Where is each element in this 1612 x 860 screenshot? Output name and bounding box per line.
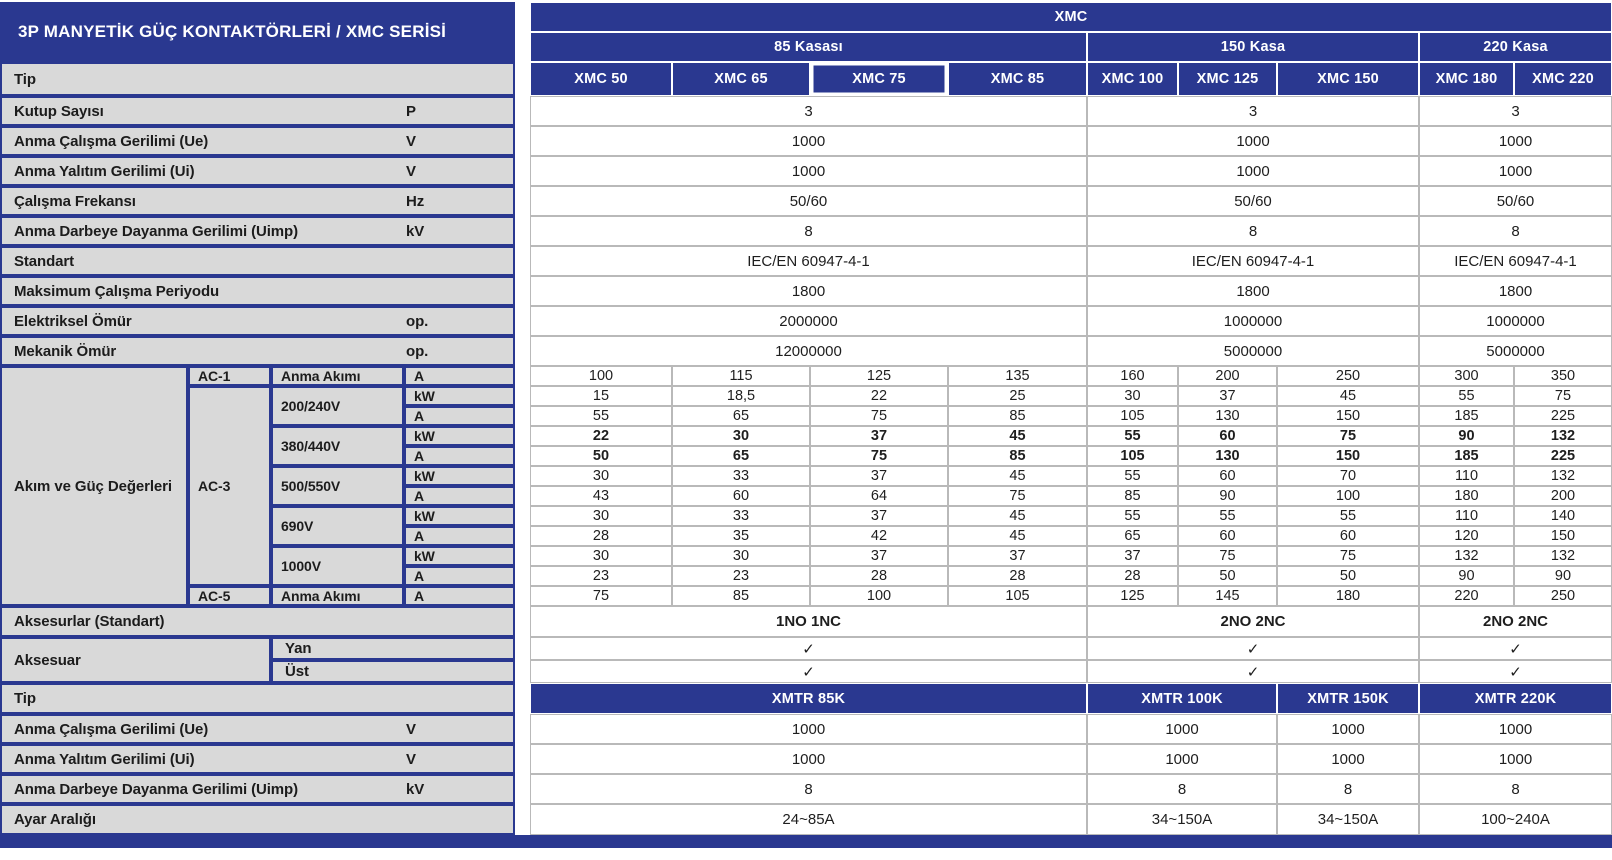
spec-value-cell[interactable]: 1000 <box>1087 126 1419 156</box>
case-group-header-85[interactable]: 85 Kasası <box>530 32 1087 62</box>
power-value-cell[interactable]: 55 <box>1277 506 1419 526</box>
row-label: Standart <box>14 252 75 270</box>
spec-row-label[interactable] <box>0 186 515 216</box>
power-value-cell[interactable]: 75 <box>1277 426 1419 446</box>
power-value-cell[interactable]: 100 <box>1277 486 1419 506</box>
power-value-cell[interactable]: 350 <box>1514 366 1612 386</box>
spec-value-cell[interactable]: 12000000 <box>530 336 1087 366</box>
unit-cell[interactable]: A <box>404 526 515 546</box>
power-value-cell[interactable]: 185 <box>1419 446 1514 466</box>
power-value-cell[interactable]: 75 <box>1277 546 1419 566</box>
power-value-cell[interactable]: 45 <box>948 506 1087 526</box>
row-label: Ayar Aralığı <box>14 811 96 828</box>
power-value-cell[interactable]: 37 <box>810 466 948 486</box>
unit-cell[interactable]: A <box>404 406 515 426</box>
power-value-cell[interactable]: 300 <box>1419 366 1514 386</box>
xmtr-row-label[interactable] <box>0 714 515 744</box>
power-value-cell[interactable]: 130 <box>1178 446 1277 466</box>
power-value-cell[interactable]: 135 <box>948 366 1087 386</box>
spec-value-cell[interactable]: 50/60 <box>1419 186 1612 216</box>
xmtr-row-label[interactable] <box>0 774 515 804</box>
accessory-check-cell[interactable]: ✓ <box>530 660 1087 683</box>
xmtr-value-cell[interactable]: 1000 <box>530 714 1087 744</box>
xmtr-header[interactable]: XMTR 85K <box>530 683 1087 714</box>
power-value-cell[interactable]: 85 <box>948 446 1087 466</box>
power-value-cell[interactable]: 22 <box>530 426 672 446</box>
xmtr-value-cell[interactable]: 1000 <box>530 744 1087 774</box>
row-label: Anma Yalıtım Gerilimi (Ui) <box>14 750 195 768</box>
power-value-cell[interactable]: 110 <box>1419 466 1514 486</box>
row-label: Anma Darbeye Dayanma Gerilimi (Uimp) <box>14 780 298 798</box>
accessories-standard-cell[interactable]: 2NO 2NC <box>1419 606 1612 637</box>
power-value-cell[interactable]: 45 <box>948 466 1087 486</box>
spec-row-label[interactable] <box>0 126 515 156</box>
spec-value-cell[interactable]: 3 <box>1419 96 1612 126</box>
power-value-cell[interactable]: 85 <box>672 586 810 606</box>
case-group-header-220[interactable]: 220 Kasa <box>1419 32 1612 62</box>
power-value-cell[interactable]: 55 <box>1087 466 1178 486</box>
row-label: Elektriksel Ömür <box>14 312 132 330</box>
spec-value-cell[interactable]: IEC/EN 60947-4-1 <box>530 246 1087 276</box>
case-group-header-150[interactable]: 150 Kasa <box>1087 32 1419 62</box>
unit-cell[interactable]: kW <box>404 386 515 406</box>
power-value-cell[interactable]: 65 <box>672 446 810 466</box>
voltage-label[interactable]: 1000V <box>271 546 404 586</box>
power-value-cell[interactable]: 30 <box>530 506 672 526</box>
power-value-cell[interactable]: 125 <box>810 366 948 386</box>
power-value-cell[interactable]: 64 <box>810 486 948 506</box>
power-value-cell[interactable]: 75 <box>1178 546 1277 566</box>
xmtr-value-cell[interactable]: 1000 <box>1277 744 1419 774</box>
power-value-cell[interactable]: 60 <box>1178 466 1277 486</box>
spec-row-label[interactable] <box>0 156 515 186</box>
power-value-cell[interactable]: 60 <box>1178 526 1277 546</box>
power-value-cell[interactable]: 28 <box>948 566 1087 586</box>
power-value-cell[interactable]: 160 <box>1087 366 1178 386</box>
power-value-cell[interactable]: 50 <box>1178 566 1277 586</box>
xmtr-value-cell[interactable]: 34~150A <box>1087 804 1277 835</box>
power-value-cell[interactable]: 90 <box>1419 566 1514 586</box>
spec-value-cell[interactable]: 1000 <box>1419 126 1612 156</box>
unit-cell[interactable]: kW <box>404 546 515 566</box>
power-value-cell[interactable]: 105 <box>948 586 1087 606</box>
power-value-cell[interactable]: 225 <box>1514 406 1612 426</box>
xmtr-value-cell[interactable]: 8 <box>1087 774 1277 804</box>
unit-label: kV <box>406 222 425 240</box>
spec-value-cell[interactable]: 1800 <box>1087 276 1419 306</box>
spec-value-cell[interactable]: 8 <box>1419 216 1612 246</box>
spec-value-cell[interactable]: 8 <box>530 216 1087 246</box>
ac-class-label-ac1[interactable]: AC-1 <box>188 366 271 386</box>
voltage-label[interactable]: 200/240V <box>271 386 404 426</box>
power-value-cell[interactable]: 55 <box>1178 506 1277 526</box>
power-value-cell[interactable]: 225 <box>1514 446 1612 466</box>
row-label: Anma Çalışma Gerilimi (Ue) <box>14 132 209 150</box>
row-label: Mekanik Ömür <box>14 342 117 360</box>
power-value-cell[interactable]: 75 <box>948 486 1087 506</box>
unit-label: P <box>406 102 416 120</box>
power-value-cell[interactable]: 37 <box>1178 386 1277 406</box>
spec-value-cell[interactable]: 1000 <box>1087 156 1419 186</box>
power-value-cell[interactable]: 185 <box>1419 406 1514 426</box>
accessory-check-cell[interactable]: ✓ <box>1087 660 1419 683</box>
xmtr-value-cell[interactable]: 1000 <box>1277 714 1419 744</box>
xmtr-value-cell[interactable]: 1000 <box>1087 714 1277 744</box>
spec-value-cell[interactable]: 50/60 <box>530 186 1087 216</box>
power-value-cell[interactable]: 115 <box>672 366 810 386</box>
spec-value-cell[interactable]: IEC/EN 60947-4-1 <box>1087 246 1419 276</box>
spec-value-cell[interactable]: 1800 <box>1419 276 1612 306</box>
xmtr-header[interactable]: XMTR 100K <box>1087 683 1277 714</box>
accessories-standard-cell[interactable]: 2NO 2NC <box>1087 606 1419 637</box>
power-value-cell[interactable]: 30 <box>672 546 810 566</box>
power-value-cell[interactable]: 75 <box>1514 386 1612 406</box>
power-value-cell[interactable]: 55 <box>1087 426 1178 446</box>
power-value-cell[interactable]: 28 <box>1087 566 1178 586</box>
power-value-cell[interactable]: 150 <box>1277 446 1419 466</box>
column-header-xmc-75[interactable]: XMC 75 <box>810 62 948 96</box>
row-label: Anma Darbeye Dayanma Gerilimi (Uimp) <box>14 222 298 240</box>
power-value-cell[interactable]: 45 <box>948 526 1087 546</box>
spec-value-cell[interactable]: 5000000 <box>1419 336 1612 366</box>
xmtr-value-cell[interactable]: 8 <box>530 774 1087 804</box>
row-label: Anma Yalıtım Gerilimi (Ui) <box>14 162 195 180</box>
ac-class-label-ac5[interactable]: AC-5 <box>188 586 271 606</box>
power-value-cell[interactable]: 200 <box>1178 366 1277 386</box>
accessory-sub-label[interactable]: Üst <box>271 660 515 683</box>
power-value-cell[interactable]: 28 <box>530 526 672 546</box>
table-title: 3P MANYETİK GÜÇ KONTAKTÖRLERİ / XMC SERİSİ <box>0 2 515 62</box>
row-label: Çalışma Frekansı <box>14 192 136 210</box>
power-value-cell[interactable]: 140 <box>1514 506 1612 526</box>
accessory-check-cell[interactable]: ✓ <box>1419 637 1612 660</box>
ac-class-label-ac3[interactable]: AC-3 <box>188 386 271 586</box>
spec-value-cell[interactable]: 1800 <box>530 276 1087 306</box>
row-label-xmtr-tip[interactable]: Tip <box>0 683 515 714</box>
power-value-cell[interactable]: 42 <box>810 526 948 546</box>
unit-label: V <box>406 162 416 180</box>
row-label-tip[interactable]: Tip <box>0 62 515 96</box>
power-value-cell[interactable]: 55 <box>1419 386 1514 406</box>
unit-cell[interactable]: kW <box>404 426 515 446</box>
power-value-cell[interactable]: 60 <box>672 486 810 506</box>
power-value-cell[interactable]: 33 <box>672 466 810 486</box>
power-value-cell[interactable]: 30 <box>1087 386 1178 406</box>
power-value-cell[interactable]: 132 <box>1514 466 1612 486</box>
power-value-cell[interactable]: 100 <box>810 586 948 606</box>
power-value-cell[interactable]: 85 <box>1087 486 1178 506</box>
power-value-cell[interactable]: 65 <box>672 406 810 426</box>
spec-value-cell[interactable]: IEC/EN 60947-4-1 <box>1419 246 1612 276</box>
xmtr-row-label[interactable] <box>0 804 515 835</box>
row-label: Maksimum Çalışma Periyodu <box>14 282 220 300</box>
power-value-cell[interactable]: 75 <box>810 446 948 466</box>
xmtr-value-cell[interactable]: 1000 <box>1087 744 1277 774</box>
unit-cell[interactable]: A <box>404 446 515 466</box>
voltage-label[interactable]: 500/550V <box>271 466 404 506</box>
power-value-cell[interactable]: 150 <box>1514 526 1612 546</box>
row-label-accessories-standard[interactable]: Aksesurlar (Standart) <box>0 606 515 637</box>
power-value-cell[interactable]: 23 <box>672 566 810 586</box>
unit-label: V <box>406 720 416 738</box>
xmtr-header[interactable]: XMTR 150K <box>1277 683 1419 714</box>
xmtr-row-label[interactable] <box>0 744 515 774</box>
unit-cell[interactable]: kW <box>404 466 515 486</box>
spec-value-cell[interactable]: 50/60 <box>1087 186 1419 216</box>
power-value-cell[interactable]: 45 <box>1277 386 1419 406</box>
power-value-cell[interactable]: 50 <box>1277 566 1419 586</box>
power-value-cell[interactable]: 18,5 <box>672 386 810 406</box>
spec-row-label[interactable] <box>0 336 515 366</box>
spec-value-cell[interactable]: 3 <box>1087 96 1419 126</box>
unit-label: V <box>406 132 416 150</box>
unit-label: op. <box>406 312 429 330</box>
unit-label: Hz <box>406 192 425 210</box>
power-value-cell[interactable]: 22 <box>810 386 948 406</box>
spec-row-label[interactable] <box>0 216 515 246</box>
power-value-cell[interactable]: 250 <box>1514 586 1612 606</box>
spec-value-cell[interactable]: 1000000 <box>1419 306 1612 336</box>
power-value-cell[interactable]: 120 <box>1419 526 1514 546</box>
spec-value-cell[interactable]: 8 <box>1087 216 1419 246</box>
power-value-cell[interactable]: 250 <box>1277 366 1419 386</box>
spec-value-cell[interactable]: 3 <box>530 96 1087 126</box>
power-value-cell[interactable]: 105 <box>1087 406 1178 426</box>
power-value-cell[interactable]: 23 <box>530 566 672 586</box>
power-value-cell[interactable]: 55 <box>530 406 672 426</box>
footer-bar <box>0 835 1612 848</box>
power-value-cell[interactable]: 150 <box>1277 406 1419 426</box>
power-value-cell[interactable]: 37 <box>810 506 948 526</box>
xmtr-value-cell[interactable]: 8 <box>1277 774 1419 804</box>
power-value-cell[interactable]: 90 <box>1419 426 1514 446</box>
power-value-cell[interactable]: 180 <box>1419 486 1514 506</box>
power-value-cell[interactable]: 55 <box>1087 506 1178 526</box>
unit-label: op. <box>406 342 429 360</box>
power-value-cell[interactable]: 125 <box>1087 586 1178 606</box>
xmtr-value-cell[interactable]: 1000 <box>1419 714 1612 744</box>
unit-cell[interactable]: A <box>404 486 515 506</box>
contactor-spec-table <box>0 2 1612 848</box>
spec-row-label[interactable] <box>0 306 515 336</box>
power-value-cell[interactable]: 60 <box>1277 526 1419 546</box>
accessories-standard-cell[interactable]: 1NO 1NC <box>530 606 1087 637</box>
power-value-cell[interactable]: 35 <box>672 526 810 546</box>
power-value-cell[interactable]: 65 <box>1087 526 1178 546</box>
power-value-cell[interactable]: 145 <box>1178 586 1277 606</box>
accessory-sub-label[interactable]: Yan <box>271 637 515 660</box>
unit-cell[interactable]: A <box>404 566 515 586</box>
power-value-cell[interactable]: 130 <box>1178 406 1277 426</box>
power-value-cell[interactable]: 75 <box>530 586 672 606</box>
unit-label: V <box>406 750 416 768</box>
power-value-cell[interactable]: 70 <box>1277 466 1419 486</box>
power-value-cell[interactable]: 110 <box>1419 506 1514 526</box>
column-header-xmc-150[interactable]: XMC 150 <box>1277 62 1419 96</box>
spec-row-label[interactable] <box>0 276 515 306</box>
power-value-cell[interactable]: 85 <box>948 406 1087 426</box>
xmtr-header[interactable]: XMTR 220K <box>1419 683 1612 714</box>
voltage-label[interactable]: Anma Akımı <box>271 586 404 606</box>
power-value-cell[interactable]: 105 <box>1087 446 1178 466</box>
spec-value-cell[interactable]: 1000 <box>530 126 1087 156</box>
column-header-xmc-180[interactable]: XMC 180 <box>1419 62 1514 96</box>
power-value-cell[interactable]: 37 <box>1087 546 1178 566</box>
power-value-cell[interactable]: 60 <box>1178 426 1277 446</box>
spec-value-cell[interactable]: 1000 <box>1419 156 1612 186</box>
power-value-cell[interactable]: 180 <box>1277 586 1419 606</box>
column-header-xmc-65[interactable]: XMC 65 <box>672 62 810 96</box>
xmtr-value-cell[interactable]: 24~85A <box>530 804 1087 835</box>
power-value-cell[interactable]: 15 <box>530 386 672 406</box>
xmtr-value-cell[interactable]: 1000 <box>1419 744 1612 774</box>
series-header[interactable]: XMC <box>530 2 1612 32</box>
xmtr-value-cell[interactable]: 34~150A <box>1277 804 1419 835</box>
row-label: Kutup Sayısı <box>14 102 104 120</box>
power-value-cell[interactable]: 220 <box>1419 586 1514 606</box>
spec-row-label[interactable] <box>0 246 515 276</box>
power-section-label[interactable]: Akım ve Güç Değerleri <box>0 366 188 606</box>
spec-value-cell[interactable]: 5000000 <box>1087 336 1419 366</box>
power-value-cell[interactable]: 45 <box>948 426 1087 446</box>
row-label: Anma Çalışma Gerilimi (Ue) <box>14 720 209 738</box>
accessory-check-cell[interactable]: ✓ <box>1419 660 1612 683</box>
unit-cell[interactable]: kW <box>404 506 515 526</box>
power-value-cell[interactable]: 90 <box>1514 566 1612 586</box>
power-value-cell[interactable]: 28 <box>810 566 948 586</box>
power-value-cell[interactable]: 43 <box>530 486 672 506</box>
column-header-xmc-125[interactable]: XMC 125 <box>1178 62 1277 96</box>
spec-value-cell[interactable]: 1000 <box>530 156 1087 186</box>
power-value-cell[interactable]: 25 <box>948 386 1087 406</box>
power-value-cell[interactable]: 30 <box>530 466 672 486</box>
voltage-label[interactable]: 380/440V <box>271 426 404 466</box>
power-value-cell[interactable]: 132 <box>1514 546 1612 566</box>
accessory-check-cell[interactable]: ✓ <box>530 637 1087 660</box>
power-value-cell[interactable]: 100 <box>530 366 672 386</box>
power-value-cell[interactable]: 132 <box>1514 426 1612 446</box>
spec-value-cell[interactable]: 1000000 <box>1087 306 1419 336</box>
power-value-cell[interactable]: 37 <box>810 426 948 446</box>
power-value-cell[interactable]: 90 <box>1178 486 1277 506</box>
column-header-xmc-100[interactable]: XMC 100 <box>1087 62 1178 96</box>
power-value-cell[interactable]: 30 <box>530 546 672 566</box>
power-value-cell[interactable]: 75 <box>810 406 948 426</box>
power-value-cell[interactable]: 200 <box>1514 486 1612 506</box>
xmtr-value-cell[interactable]: 100~240A <box>1419 804 1612 835</box>
power-value-cell[interactable]: 33 <box>672 506 810 526</box>
power-value-cell[interactable]: 37 <box>948 546 1087 566</box>
power-value-cell[interactable]: 30 <box>672 426 810 446</box>
column-header-xmc-50[interactable]: XMC 50 <box>530 62 672 96</box>
accessory-check-cell[interactable]: ✓ <box>1087 637 1419 660</box>
unit-label: kV <box>406 780 425 798</box>
column-header-xmc-220[interactable]: XMC 220 <box>1514 62 1612 96</box>
unit-cell[interactable]: A <box>404 366 515 386</box>
xmtr-value-cell[interactable]: 8 <box>1419 774 1612 804</box>
voltage-label[interactable]: Anma Akımı <box>271 366 404 386</box>
power-value-cell[interactable]: 50 <box>530 446 672 466</box>
row-label-accessory[interactable]: Aksesuar <box>0 637 271 683</box>
spec-row-label[interactable] <box>0 96 515 126</box>
power-value-cell[interactable]: 132 <box>1419 546 1514 566</box>
unit-cell[interactable]: A <box>404 586 515 606</box>
spec-value-cell[interactable]: 2000000 <box>530 306 1087 336</box>
power-value-cell[interactable]: 37 <box>810 546 948 566</box>
voltage-label[interactable]: 690V <box>271 506 404 546</box>
column-header-xmc-85[interactable]: XMC 85 <box>948 62 1087 96</box>
